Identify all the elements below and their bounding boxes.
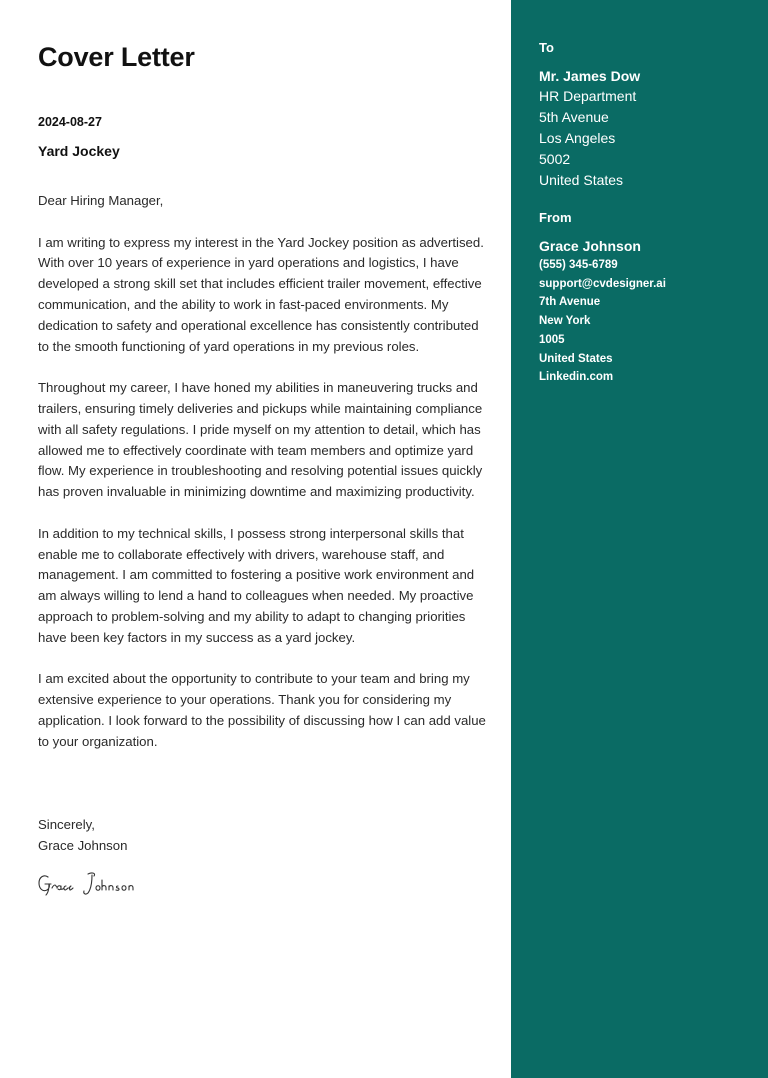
letter-date: 2024-08-27 [38,115,102,129]
page-title: Cover Letter [38,42,195,72]
recipient-street: 5th Avenue [539,109,609,125]
contact-sidebar [511,0,768,1078]
job-title: Yard Jockey [38,143,120,159]
body-paragraph: Throughout my career, I have honed my abilities in maneuvering trucks and trailers, ensuring timely deliveries and pickups while maintaining compliance with all safety regulations. I pride myself on my attention to detail, which has allowed me to effectively coordinate with team members and optimize yard flow. My experience in troubleshooting and resolving potential issues quickly has proven invaluable in minimizing downtime and maximizing productivity. [38,380,483,500]
sender-name: Grace Johnson [539,238,641,254]
sender-block [539,210,748,387]
recipient-block [539,40,748,191]
sender-email: support@cvdesigner.ai [539,277,666,290]
closing-block [38,815,127,857]
body-paragraph: I am excited about the opportunity to contribute to your team and bring my extensive experience to your operations. Thank you for considering my application. I look forward to the possibility of discussing how I can add value to your organization. [38,671,486,749]
recipient-department: HR Department [539,88,637,104]
handwritten-signature [38,868,168,898]
recipient-country: United States [539,172,624,188]
sender-heading: From [539,210,572,225]
sender-postal-code: 1005 [539,333,565,346]
recipient-city: Los Angeles [539,130,616,146]
sender-phone: (555) 345-6789 [539,259,618,271]
closing-text: Sincerely, [38,817,95,832]
recipient-heading: To [539,40,554,55]
sender-country: United States [539,352,613,365]
body-paragraph: I am writing to express my interest in the Yard Jockey position as advertised. With over 10 years of experience in yard operations and logistics, I have developed a strong skill set that includes efficient trailer movement, effective communication, and the ability to work in fast-paced environments. My dedication to safety and operational excellence has consistently contributed to the smooth functioning of yard operations in my previous roles. [38,234,484,354]
salutation: Dear Hiring Manager, [38,193,164,208]
signoff-name: Grace Johnson [38,837,128,853]
body-paragraph: In addition to my technical skills, I possess strong interpersonal skills that enable me to collaborate effectively with drivers, warehouse staff, and management. I am committed to fostering a positive work environment and am always willing to lend a hand to colleagues when needed. My proactive approach to problem-solving and my ability to adapt to changing priorities have been key factors in my success as a yard jockey. [38,525,475,645]
recipient-postal-code: 5002 [539,151,571,167]
letter-body [38,191,490,773]
sender-city: New York [539,315,591,328]
sender-linkedin: Linkedin.com [539,371,614,384]
sender-street: 7th Avenue [539,296,601,309]
recipient-name: Mr. James Dow [539,68,641,84]
